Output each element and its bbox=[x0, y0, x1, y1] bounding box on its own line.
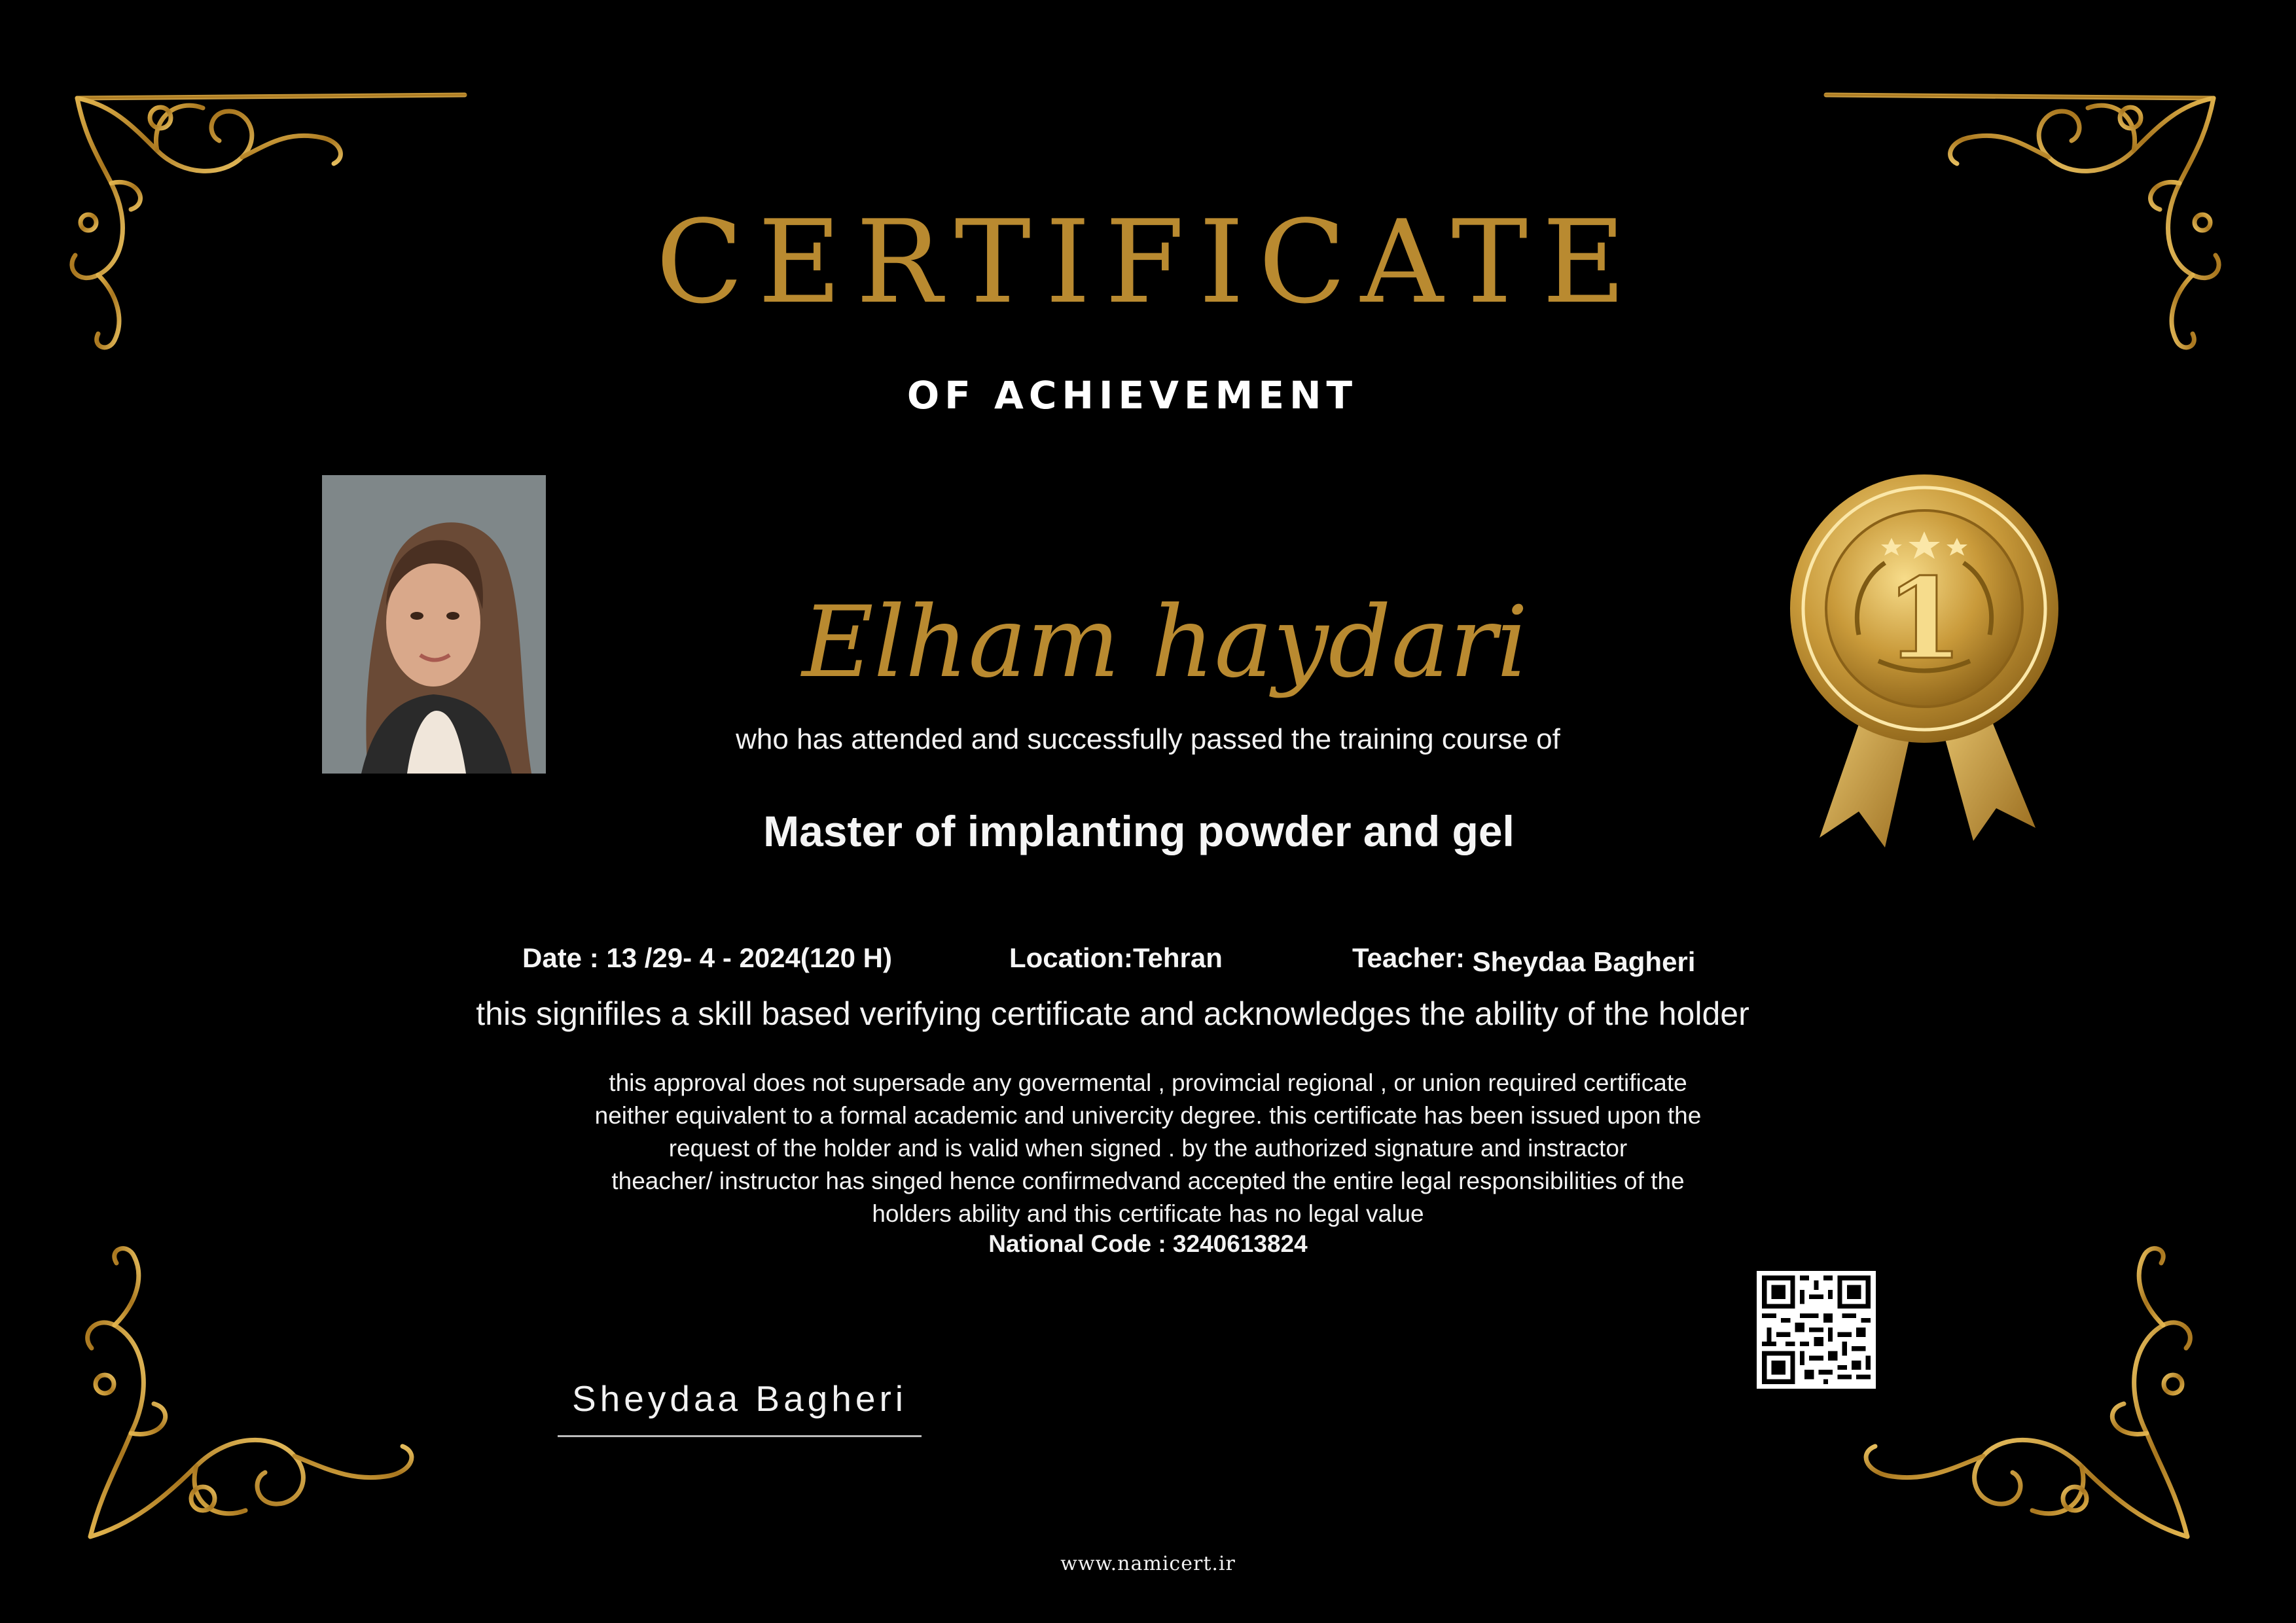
location-label: Location: bbox=[1009, 942, 1133, 973]
disclaimer-line: request of the holder and is valid when signed . by the authorized signature and instractor bbox=[668, 1135, 1628, 1162]
disclaimer-line: this approval does not supersade any govermental , provimcial regional , or union required certificate bbox=[609, 1069, 1687, 1096]
attendance-text: who has attended and successfully passed the training course of bbox=[736, 723, 1560, 755]
national-code: National Code : 3240613824 bbox=[988, 1230, 1308, 1257]
date-label: Date : 13 /29- 4 - 2024(120 H) bbox=[522, 942, 892, 973]
disclaimer-line: neither equivalent to a formal academic and univercity degree. this certificate has been issued upon the bbox=[594, 1102, 1702, 1129]
course-name: Master of implanting powder and gel bbox=[763, 807, 1515, 855]
teacher-info bbox=[1352, 942, 1696, 977]
signature-line bbox=[558, 1435, 922, 1437]
certificate-subtitle: OF ACHIEVEMENT bbox=[906, 373, 1358, 418]
location-info bbox=[1009, 942, 1223, 974]
gold-medal-number-1-icon bbox=[1780, 471, 2068, 851]
teacher-value: Sheydaa Bagheri bbox=[1472, 946, 1696, 977]
disclaimer-paragraph bbox=[493, 1067, 1803, 1230]
website-url[interactable]: www.namicert.ir bbox=[1060, 1552, 1236, 1575]
disclaimer-line: theacher/ instructor has singed hence confirmedvand accepted the entire legal responsibilities of the bbox=[611, 1168, 1685, 1194]
certificate-title: CERTIFICATE bbox=[656, 196, 1640, 329]
svg-text:1: 1 bbox=[1885, 554, 1964, 685]
signature-name: Sheydaa Bagheri bbox=[572, 1378, 907, 1419]
signifies-text: this signifiles a skill based verifying certificate and acknowledges the ability of the holder bbox=[476, 995, 1749, 1032]
ornament-bottom-left bbox=[65, 1099, 524, 1544]
teacher-label: Teacher: bbox=[1352, 942, 1465, 973]
qr-code-icon bbox=[1757, 1271, 1876, 1389]
location-value: Tehran bbox=[1132, 942, 1223, 973]
recipient-name: Elham haydari bbox=[802, 586, 1528, 700]
disclaimer-line: holders ability and this certificate has no legal value bbox=[872, 1200, 1424, 1227]
